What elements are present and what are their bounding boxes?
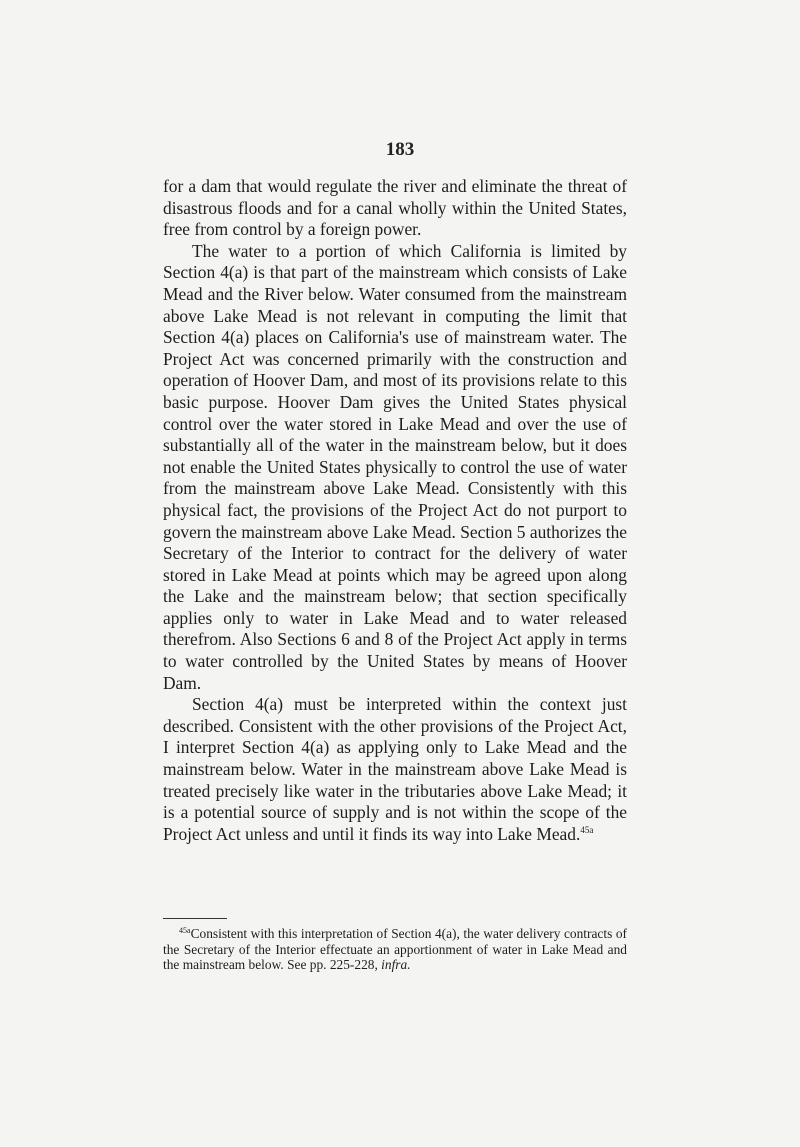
footnote-text: Consistent with this interpretation of Section 4(a), the water delivery contracts of the Secretary of the Interior effectuate an apportionment of water in Lake Mead and the mainstream below. See pp. 225-228, xyxy=(163,926,627,973)
paragraph-text: Section 4(a) must be interpreted within the context just described. Consistent with the other provisions of the Project Act, I interpret Section 4(a) as applying only to Lake Mead and the mainstream below. Water in the mainstream above Lake Mead is treated precisely like water in the tributaries above Lake Mead; it is a potential source of supply and is not within the scope of the Project Act unless and until it finds its way into Lake Mead. xyxy=(163,694,627,844)
paragraph-continued: for a dam that would regulate the river and eliminate the threat of disastrous floods and for a canal wholly within the United States, free from control by a foreign power. xyxy=(163,176,627,240)
footnote-divider xyxy=(163,918,227,919)
footnote-marker: 45a xyxy=(179,926,191,935)
footnote xyxy=(163,926,627,973)
paragraph: The water to a portion of which California is limited by Section 4(a) is that part of the mainstream which consists of Lake Mead and the River below. Water consumed from the mainstream above Lake Mead is not relevant in computing the limit that Section 4(a) places on California's use of mainstream water. The Project Act was concerned primarily with the construction and operation of Hoover Dam, and most of its provisions relate to this basic purpose. Hoover Dam gives the United States physical control over the water stored in Lake Mead and over the use of substantially all of the water in the mainstream below, but it does not enable the United States physically to control the use of water from the mainstream above Lake Mead. Consistently with this physical fact, the provisions of the Project Act do not purport to govern the mainstream above Lake Mead. Section 5 authorizes the Secretary of the Interior to contract for the delivery of water stored in Lake Mead at points which may be agreed upon along the Lake and the mainstream below; that section specifically applies only to water in Lake Mead and to water released therefrom. Also Sections 6 and 8 of the Project Act apply in terms to water controlled by the United States by means of Hoover Dam. xyxy=(163,240,627,693)
footnote-reference[interactable]: 45a xyxy=(580,824,594,835)
page-number: 183 xyxy=(385,139,415,160)
body-text xyxy=(163,176,627,845)
footnote-emphasis: infra. xyxy=(381,957,411,973)
paragraph xyxy=(163,694,627,845)
